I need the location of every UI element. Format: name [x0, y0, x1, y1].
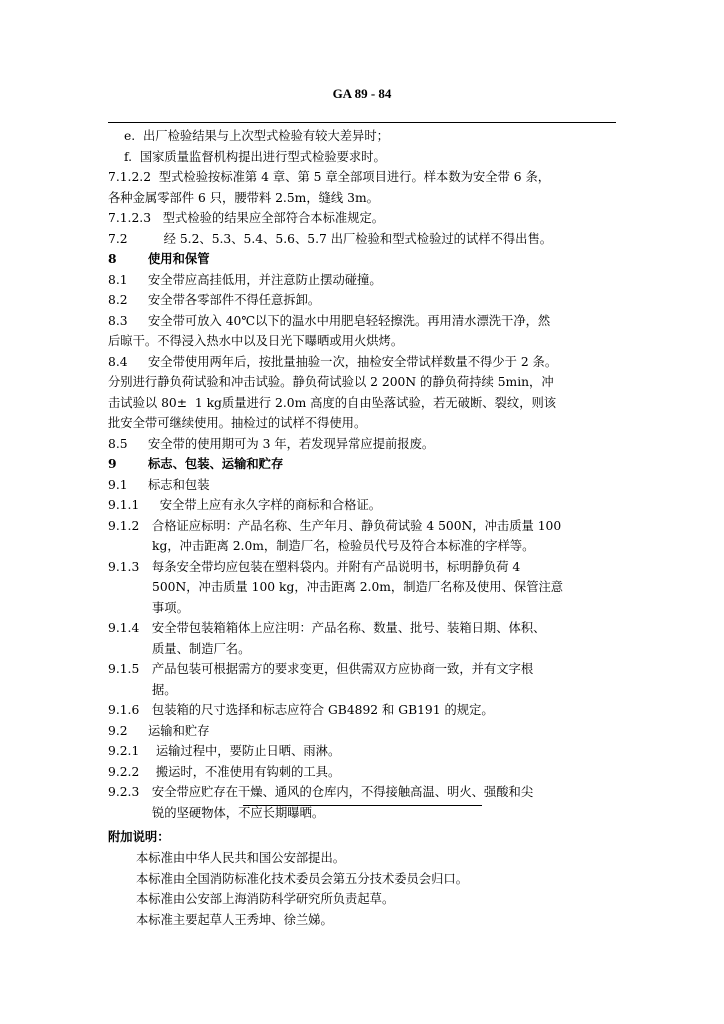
clause-number: 9.1.4 [108, 621, 140, 635]
clause-text: 标志、包装、运输和贮存 [148, 456, 284, 471]
clause-text: 质量、制造厂名。 [152, 641, 251, 656]
text-line [108, 372, 618, 393]
text-line [108, 700, 618, 721]
clause-text: 每条安全带均应包装在塑料袋内。并附有产品说明书，标明静负荷 4 [148, 559, 521, 574]
text-line [108, 188, 618, 209]
separator-rule [243, 805, 482, 806]
text-line [108, 331, 618, 352]
clause-text: 锐的坚硬物体，不应长期曝晒。 [152, 805, 325, 820]
clause-number: 9.1.5 [108, 662, 140, 676]
text-line [108, 393, 618, 414]
clause-number: 9.1.6 [108, 703, 140, 717]
clause-text: f. 国家质量监督机构提出进行型式检验要求时。 [124, 149, 386, 164]
text-line [108, 536, 618, 557]
clause-text: 运输过程中，要防止日晒、雨淋。 [148, 744, 341, 758]
text-line [108, 516, 618, 537]
text-line [108, 147, 618, 168]
text-line [108, 167, 618, 188]
text-line [108, 762, 618, 783]
text-line [108, 413, 618, 434]
annex-title: 附加说明： [108, 829, 170, 844]
text-line [108, 270, 618, 291]
text-line [108, 454, 618, 475]
text-line [108, 352, 618, 373]
clause-text: 500N，冲击质量 100 kg，冲击距离 2.0m，制造厂名称及使用、保管注意 [152, 580, 564, 594]
clause-text: 安全带可放入 40℃以下的温水中用肥皂轻轻擦洗。再用清水漂洗干净，然 [148, 313, 551, 328]
text-line [108, 741, 618, 762]
clause-text: 安全带使用两年后，按批量抽验一次，抽检安全带试样数量不得少于 2 条。 [148, 354, 558, 369]
clause-number: 8.3 [108, 313, 128, 328]
text-line [108, 495, 618, 516]
text-line [108, 782, 618, 803]
clause-text: 事项。 [152, 600, 189, 615]
text-line [108, 208, 618, 229]
clause-number: 8.4 [108, 354, 128, 369]
text-line [108, 434, 618, 455]
clause-text: 据。 [152, 682, 177, 697]
text-line [108, 311, 618, 332]
clause-number: 9 [108, 456, 117, 471]
clause-text: 击试验以 80± 1 kg质量进行 2.0m 高度的自由坠落试验，若无破断、裂纹，则该 [108, 395, 557, 410]
clause-number: 8.2 [108, 293, 128, 307]
text-line [108, 639, 618, 660]
annex-item: 本标准由中华人民共和国公安部提出。 [136, 851, 346, 865]
clause-text: 合格证应标明：产品名称、生产年月、静负荷试验 4 500N，冲击质量 100 [148, 518, 562, 533]
clause-number: 9.1.3 [108, 559, 140, 574]
clause-number: 9.1.2 [108, 518, 140, 533]
clause-text: 安全带包装箱箱体上应注明：产品名称、数量、批号、装箱日期、体积、 [148, 621, 546, 635]
clause-text: 7.1.2.3 型式检验的结果应全部符合本标准规定。 [108, 211, 385, 225]
clause-text: 分别进行静负荷试验和冲击试验。静负荷试验以 2 200N 的静负荷持续 5min，冲 [108, 375, 554, 389]
annex-item: 本标准由全国消防标准化技术委员会第五分技术委员会归口。 [136, 871, 469, 886]
text-line [108, 659, 618, 680]
clause-text: 安全带应贮存在干燥、通风的仓库内，不得接触高温、明火、强酸和尖 [148, 785, 534, 799]
annex-section [108, 826, 618, 930]
clause-number: 7.2 [108, 231, 128, 246]
clause-text: 安全带上应有永久字样的商标和合格证。 [148, 498, 382, 512]
clause-text: kg，冲击距离 2.0m，制造厂名，检验员代号及符合本标准的字样等。 [152, 539, 535, 553]
text-line [108, 598, 618, 619]
clause-text: 搬运时，不准使用有钩刺的工具。 [148, 764, 341, 779]
clause-text: 包装箱的尺寸选择和标志应符合 GB4892 和 GB191 的规定。 [148, 703, 494, 717]
clause-number: 8 [108, 251, 117, 266]
clause-text: 批安全带可继续使用。抽检过的试样不得使用。 [108, 416, 367, 430]
clause-text: 后晾干。不得浸入热水中以及日光下曝晒或用火烘烤。 [108, 334, 404, 348]
clause-number: 9.1 [108, 477, 128, 492]
standard-code-header: GA 89 - 84 [332, 86, 392, 101]
document-body [108, 126, 618, 823]
clause-number: 9.2.1 [108, 744, 140, 758]
text-line [108, 475, 618, 496]
text-line [108, 557, 618, 578]
text-line [108, 229, 618, 250]
clause-text: 安全带各零部件不得任意拆卸。 [148, 293, 321, 307]
clause-number: 9.2.2 [108, 764, 140, 779]
annex-item: 本标准由公安部上海消防科学研究所负责起草。 [136, 892, 395, 906]
annex-items [108, 848, 618, 930]
clause-text: 安全带的使用期可为 3 年，若发现异常应提前报废。 [148, 436, 435, 451]
clause-number: 9.2.3 [108, 785, 140, 799]
text-line [108, 618, 618, 639]
text-line [108, 126, 618, 147]
clause-text: 产品包装可根据需方的要求变更，但供需双方应协商一致，并有文字根 [148, 662, 534, 676]
clause-text: 7.1.2.2 型式检验按标准第 4 章、第 5 章全部项目进行。样本数为安全带 6 条， [108, 170, 551, 184]
text-line [108, 577, 618, 598]
clause-number: 8.1 [108, 272, 128, 287]
clause-text: 使用和保管 [148, 251, 210, 266]
text-line [108, 290, 618, 311]
clause-text: 标志和包装 [148, 477, 210, 492]
annex-item: 本标准主要起草人王秀坤、徐兰娣。 [136, 912, 333, 927]
clause-text: e. 出厂检验结果与上次型式检验有较大差异时； [124, 129, 389, 143]
clause-number: 8.5 [108, 436, 128, 451]
clause-text: 经 5.2、5.3、5.4、5.6、5.7 出厂检验和型式检验过的试样不得出售。 [148, 231, 553, 246]
clause-text: 安全带应高挂低用，并注意防止摆动碰撞。 [148, 272, 382, 287]
clause-number: 9.1.1 [108, 498, 140, 512]
clause-number: 9.2 [108, 723, 128, 738]
text-line [108, 680, 618, 701]
clause-text: 各种金属零部件 6 只，腰带料 2.5m，缝线 3m。 [108, 190, 379, 205]
text-line [108, 249, 618, 270]
clause-text: 运输和贮存 [148, 723, 210, 738]
text-line [108, 721, 618, 742]
header-rule [108, 122, 616, 123]
